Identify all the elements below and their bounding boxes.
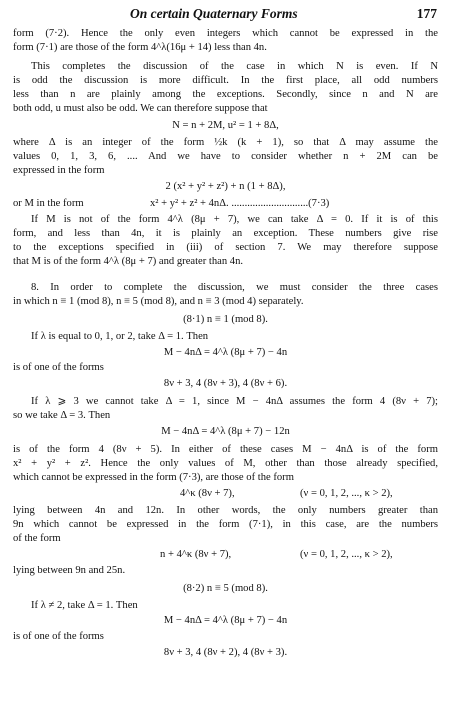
text-line: If M is not of the form 4^λ (8μ + 7), we can take Δ = 0. If it is of this bbox=[31, 214, 438, 225]
case-heading-8-1: (8·1) n ≡ 1 (mod 8). bbox=[183, 314, 268, 325]
text-line: lying between 4n and 12n. In other words, the only numbers greater than bbox=[13, 505, 438, 516]
text-line: to the exceptions specified in (iii) of section 7. We may therefore suppose bbox=[13, 242, 438, 253]
text-line: form (7·2). Hence the only even integers which cannot be expressed in the bbox=[13, 28, 438, 39]
page-number: 177 bbox=[416, 6, 437, 21]
equation-condition: (ν = 0, 1, 2, ..., κ > 2), bbox=[300, 488, 393, 499]
text-line: If λ ≠ 2, take Δ = 1. Then bbox=[31, 600, 138, 611]
text-line: If λ ⩾ 3 we cannot take Δ = 1, since M − 4nΔ assumes the form 4 (8ν + 7); bbox=[31, 396, 438, 407]
section-8-heading-line: 8. In order to complete the discussion, we must consider the three cases bbox=[31, 282, 438, 293]
running-header bbox=[0, 6, 450, 24]
case-heading-8-2: (8·2) n ≡ 5 (mod 8). bbox=[183, 583, 268, 594]
text-line: is odd the discussion is more difficult. In the first place, all odd numbers bbox=[13, 75, 438, 86]
equation: M − 4nΔ = 4^λ (8μ + 7) − 4n bbox=[163, 347, 288, 358]
equation: 4^κ (8ν + 7), bbox=[180, 488, 235, 499]
text-line: where Δ is an integer of the form ½k (k + 1), so that Δ may assume the bbox=[13, 137, 438, 148]
text-line: form (7·1) are those of the form 4^λ(16μ + 14) less than 4n. bbox=[13, 42, 267, 53]
text-line: values 0, 1, 3, 6, .... And we have to consider whether n + 2M can be bbox=[13, 151, 438, 162]
equation-7-3: x² + y² + z² + 4nΔ. .............................(7·3) bbox=[150, 198, 330, 209]
text-line: form, and less than 4n, it is plainly an exception. These numbers give rise bbox=[13, 228, 438, 239]
equation: M − 4nΔ = 4^λ (8μ + 7) − 12n bbox=[161, 426, 290, 437]
text-line: is of the form 4 (8ν + 5). In either of these cases M − 4nΔ is of the form bbox=[13, 444, 438, 455]
text-line: of the form bbox=[13, 533, 61, 544]
equation: N = n + 2M, u² = 1 + 8Δ, bbox=[172, 120, 279, 131]
text-line: lying between 9n and 25n. bbox=[13, 565, 126, 576]
text-line: or M in the form bbox=[13, 198, 84, 209]
text-line: is of one of the forms bbox=[13, 631, 104, 642]
text-line: that M is of the form 4^λ (8μ + 7) and greater than 4n. bbox=[13, 256, 244, 267]
text-line: which cannot be expressed in the form (7·3), are those of the form bbox=[13, 472, 294, 483]
text-line: If λ is equal to 0, 1, or 2, take Δ = 1. Then bbox=[31, 331, 209, 342]
text-line: expressed in the form bbox=[13, 165, 105, 176]
equation: M − 4nΔ = 4^λ (8μ + 7) − 4n bbox=[163, 615, 288, 626]
equation: n + 4^κ (8ν + 7), bbox=[160, 549, 232, 560]
equation: 8ν + 3, 4 (8ν + 3), 4 (8ν + 6). bbox=[163, 378, 288, 389]
text-line: x² + y² + z². Hence the only values of M, other than those already specified, bbox=[13, 458, 438, 469]
text-line: so we take Δ = 3. Then bbox=[13, 410, 111, 421]
equation: 2 (x² + y² + z²) + n (1 + 8Δ), bbox=[165, 181, 286, 192]
running-title: On certain Quaternary Forms bbox=[130, 6, 298, 21]
text-line: in which n ≡ 1 (mod 8), n ≡ 5 (mod 8), and n ≡ 3 (mod 4) separately. bbox=[13, 296, 304, 307]
text-line: 9n which cannot be expressed in the form (7·1), in this case, are the numbers bbox=[13, 519, 438, 530]
text-line: both odd, u must also be odd. We can therefore suppose that bbox=[13, 103, 268, 114]
equation-condition: (ν = 0, 1, 2, ..., κ > 2), bbox=[300, 549, 393, 560]
text-line: less than n are plainly among the exceptions. Secondly, since n and N are bbox=[13, 89, 438, 100]
equation: 8ν + 3, 4 (8ν + 2), 4 (8ν + 3). bbox=[163, 647, 288, 658]
text-line: is of one of the forms bbox=[13, 362, 104, 373]
text-line: This completes the discussion of the case in which N is even. If N bbox=[31, 61, 438, 72]
